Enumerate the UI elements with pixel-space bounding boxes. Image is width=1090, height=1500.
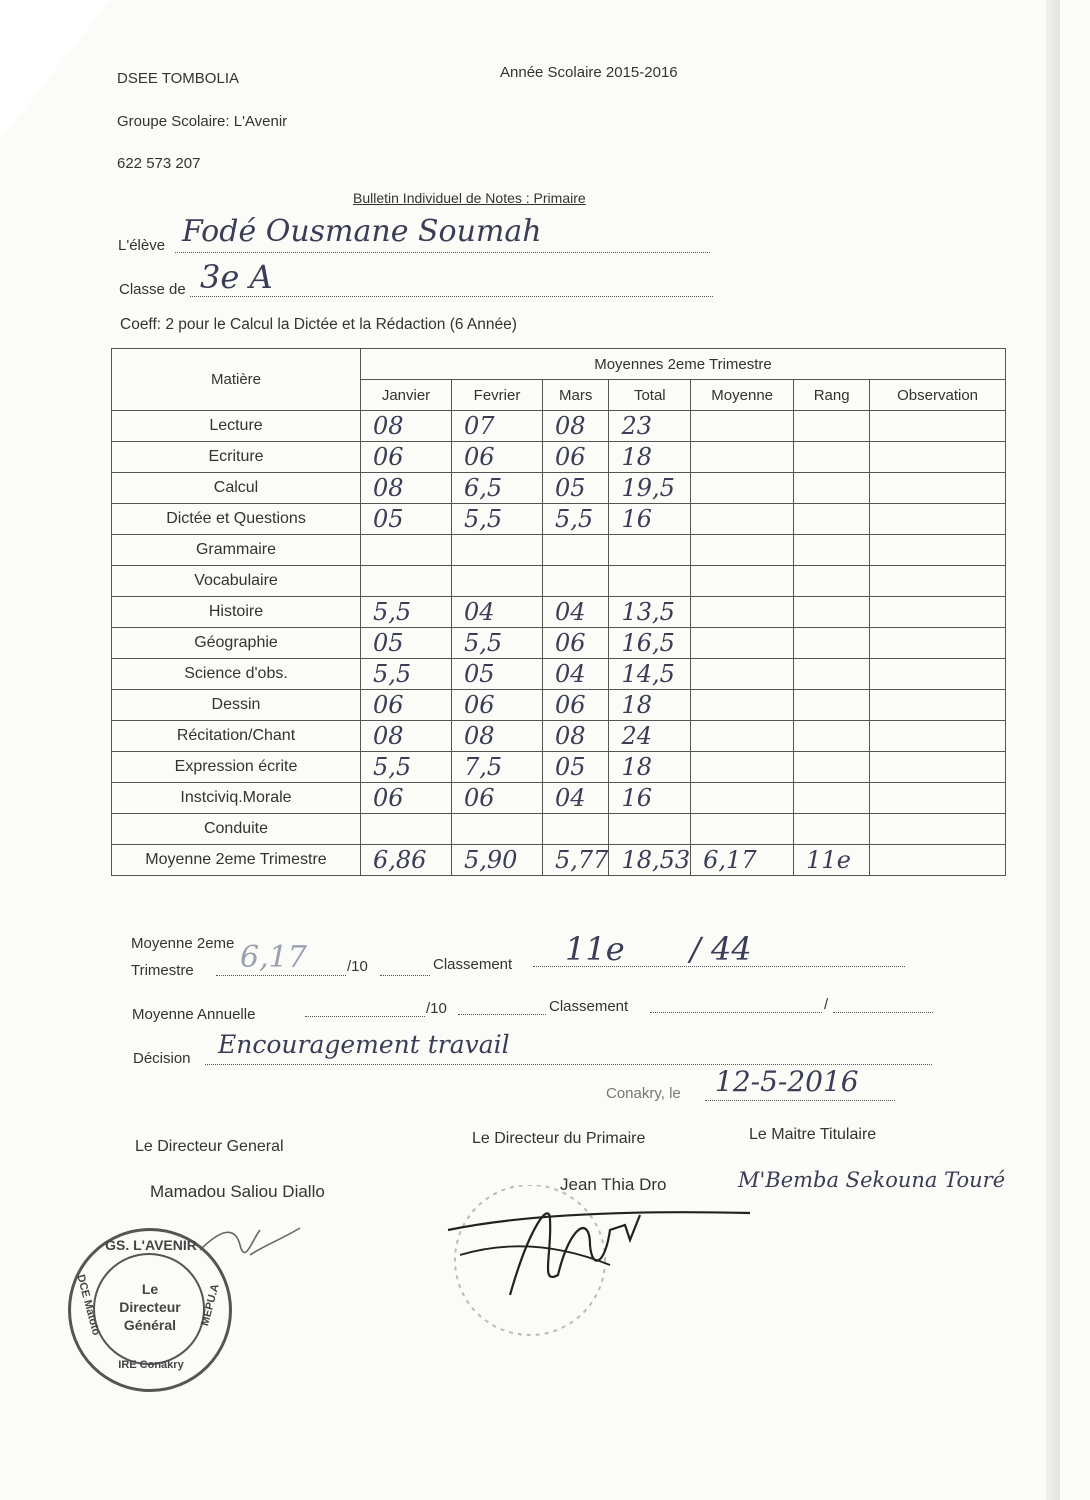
class-label: Classe de bbox=[119, 281, 186, 298]
grade-cell bbox=[691, 442, 794, 473]
grade-cell bbox=[609, 814, 691, 845]
table-row bbox=[112, 473, 1006, 504]
annual-average-label: Moyenne Annuelle bbox=[132, 1006, 256, 1023]
grade-cell bbox=[452, 566, 543, 597]
grade-cell: 05 bbox=[543, 752, 609, 783]
grade-cell bbox=[870, 535, 1006, 566]
grade-cell: 16 bbox=[609, 504, 691, 535]
grade-cell: 18,53 bbox=[609, 845, 691, 876]
grade-cell: 19,5 bbox=[609, 473, 691, 504]
grade-cell: 06 bbox=[452, 442, 543, 473]
director-primary-title: Le Directeur du Primaire bbox=[472, 1130, 646, 1147]
grade-cell: 05 bbox=[543, 473, 609, 504]
grade-cell: 5,90 bbox=[452, 845, 543, 876]
grade-cell: 04 bbox=[543, 783, 609, 814]
director-signature bbox=[440, 1185, 760, 1375]
subject-cell: Ecriture bbox=[112, 442, 361, 473]
grade-cell bbox=[691, 783, 794, 814]
grade-cell bbox=[543, 566, 609, 597]
grade-cell: 05 bbox=[361, 504, 452, 535]
grade-cell: 04 bbox=[452, 597, 543, 628]
grade-cell: 16,5 bbox=[609, 628, 691, 659]
annual-ranking-slash: / bbox=[824, 996, 829, 1013]
seal-ring-bottom: IRE Conakry bbox=[118, 1359, 184, 1371]
grade-cell bbox=[361, 535, 452, 566]
grade-cell: 08 bbox=[361, 721, 452, 752]
class-value: 3e A bbox=[200, 258, 273, 296]
average-label-line2: Trimestre bbox=[131, 962, 194, 979]
subject-cell: Expression écrite bbox=[112, 752, 361, 783]
grade-cell bbox=[870, 814, 1006, 845]
grade-cell bbox=[870, 411, 1006, 442]
grade-cell: 08 bbox=[543, 411, 609, 442]
column-header: Janvier bbox=[361, 380, 452, 411]
grade-cell: 06 bbox=[543, 442, 609, 473]
grade-cell: 16 bbox=[609, 783, 691, 814]
grade-cell: 5,5 bbox=[452, 628, 543, 659]
grade-cell bbox=[794, 473, 870, 504]
grade-cell bbox=[794, 566, 870, 597]
student-label: L'élève bbox=[118, 237, 166, 254]
annual-line-2 bbox=[458, 1014, 546, 1015]
subject-cell: Science d'obs. bbox=[112, 659, 361, 690]
grades-table bbox=[111, 348, 1006, 876]
ranking-total: / 44 bbox=[690, 930, 752, 968]
grade-cell bbox=[870, 845, 1006, 876]
grade-cell: 08 bbox=[361, 411, 452, 442]
grade-cell bbox=[794, 690, 870, 721]
grade-cell: 05 bbox=[361, 628, 452, 659]
grade-cell bbox=[870, 597, 1006, 628]
grade-cell bbox=[691, 473, 794, 504]
grade-cell: 6,17 bbox=[691, 845, 794, 876]
grade-cell bbox=[691, 597, 794, 628]
director-primary-name: Jean Thia Dro bbox=[560, 1175, 667, 1194]
grade-cell bbox=[361, 566, 452, 597]
grade-cell: 08 bbox=[361, 473, 452, 504]
grade-rows bbox=[112, 411, 1006, 876]
table-row bbox=[112, 411, 1006, 442]
column-header: Mars bbox=[543, 380, 609, 411]
average-line-2 bbox=[380, 975, 430, 976]
ranking-value: 11e bbox=[565, 930, 625, 968]
office-label: DSEE TOMBOLIA bbox=[117, 70, 239, 87]
table-row bbox=[112, 566, 1006, 597]
grade-cell bbox=[870, 473, 1006, 504]
grade-cell bbox=[691, 690, 794, 721]
grade-cell: 24 bbox=[609, 721, 691, 752]
grade-cell: 7,5 bbox=[452, 752, 543, 783]
student-name: Fodé Ousmane Soumah bbox=[182, 214, 542, 249]
grade-cell bbox=[794, 535, 870, 566]
subject-header: Matière bbox=[112, 349, 361, 411]
seal-ring-top: GS. L'AVENIR bbox=[105, 1237, 197, 1253]
grade-cell: 23 bbox=[609, 411, 691, 442]
grade-cell bbox=[794, 411, 870, 442]
grade-cell: 5,5 bbox=[361, 597, 452, 628]
average-denominator: /10 bbox=[347, 958, 368, 975]
column-header: Moyenne bbox=[691, 380, 794, 411]
grade-cell bbox=[691, 659, 794, 690]
grade-cell bbox=[870, 504, 1006, 535]
school-name: Groupe Scolaire: L'Avenir bbox=[117, 113, 288, 130]
grade-cell: 5,5 bbox=[361, 752, 452, 783]
seal-ring-left: DCE Matoto bbox=[74, 1273, 103, 1337]
column-header: Observation bbox=[870, 380, 1006, 411]
subject-cell: Lecture bbox=[112, 411, 361, 442]
grade-cell bbox=[691, 535, 794, 566]
grade-cell: 04 bbox=[543, 659, 609, 690]
director-general-title: Le Directeur General bbox=[135, 1138, 284, 1155]
grade-cell bbox=[691, 566, 794, 597]
subject-cell: Dessin bbox=[112, 690, 361, 721]
grade-cell bbox=[794, 783, 870, 814]
grade-cell bbox=[691, 628, 794, 659]
class-line bbox=[190, 296, 713, 297]
annual-ranking-label: Classement bbox=[549, 998, 629, 1015]
page-title: Bulletin Individuel de Notes : Primaire bbox=[353, 190, 586, 206]
grade-cell bbox=[691, 721, 794, 752]
grade-cell: 18 bbox=[609, 442, 691, 473]
grade-cell bbox=[794, 721, 870, 752]
grade-cell bbox=[870, 752, 1006, 783]
annual-average-line bbox=[305, 1016, 425, 1017]
table-row bbox=[112, 752, 1006, 783]
coefficient-note: Coeff: 2 pour le Calcul la Dictée et la Rédaction (6 Année) bbox=[120, 316, 517, 333]
grade-cell: 06 bbox=[452, 690, 543, 721]
grade-cell bbox=[870, 442, 1006, 473]
grade-cell bbox=[870, 566, 1006, 597]
director-general-name: Mamadou Saliou Diallo bbox=[150, 1182, 325, 1201]
column-header: Rang bbox=[794, 380, 870, 411]
teacher-title: Le Maitre Titulaire bbox=[749, 1126, 877, 1143]
grade-cell bbox=[870, 783, 1006, 814]
annual-denominator: /10 bbox=[426, 1000, 447, 1017]
grade-cell bbox=[794, 597, 870, 628]
grade-cell bbox=[870, 659, 1006, 690]
grade-cell: 5,5 bbox=[543, 504, 609, 535]
grade-cell bbox=[794, 814, 870, 845]
grade-cell: 5,5 bbox=[361, 659, 452, 690]
average-label-line1: Moyenne 2eme bbox=[131, 935, 235, 952]
table-row bbox=[112, 597, 1006, 628]
grade-cell: 5,5 bbox=[452, 504, 543, 535]
grade-cell bbox=[361, 814, 452, 845]
seal-center-3: Général bbox=[123, 1317, 177, 1333]
grade-cell: 13,5 bbox=[609, 597, 691, 628]
teacher-name: M'Bemba Sekouna Touré bbox=[738, 1168, 1006, 1192]
grade-cell: 06 bbox=[361, 783, 452, 814]
date-value: 12-5-2016 bbox=[715, 1065, 859, 1098]
page-edge bbox=[1046, 0, 1060, 1500]
trimester-header: Moyennes 2eme Trimestre bbox=[361, 349, 1006, 380]
grade-cell bbox=[794, 752, 870, 783]
seal-center-1: Le bbox=[141, 1281, 159, 1297]
grade-cell bbox=[543, 814, 609, 845]
grade-cell: 6,86 bbox=[361, 845, 452, 876]
student-line bbox=[175, 252, 710, 253]
subject-cell: Grammaire bbox=[112, 535, 361, 566]
grade-cell: 08 bbox=[452, 721, 543, 752]
table-row bbox=[112, 442, 1006, 473]
grade-cell bbox=[609, 535, 691, 566]
table-row bbox=[112, 814, 1006, 845]
column-header: Total bbox=[609, 380, 691, 411]
decision-label: Décision bbox=[133, 1050, 191, 1067]
table-row bbox=[112, 721, 1006, 752]
grade-cell bbox=[794, 659, 870, 690]
school-seal bbox=[68, 1228, 232, 1392]
ranking-label: Classement bbox=[433, 956, 513, 973]
grade-cell bbox=[543, 535, 609, 566]
school-year: Année Scolaire 2015-2016 bbox=[500, 64, 678, 81]
subject-cell: Récitation/Chant bbox=[112, 721, 361, 752]
subject-cell: Dictée et Questions bbox=[112, 504, 361, 535]
subject-cell: Conduite bbox=[112, 814, 361, 845]
grade-cell: 04 bbox=[543, 597, 609, 628]
grade-cell: 6,5 bbox=[452, 473, 543, 504]
grade-cell bbox=[691, 504, 794, 535]
grade-cell bbox=[691, 814, 794, 845]
grade-cell: 07 bbox=[452, 411, 543, 442]
grade-cell: 18 bbox=[609, 690, 691, 721]
grade-cell bbox=[870, 628, 1006, 659]
decision-value: Encouragement travail bbox=[218, 1030, 510, 1059]
column-header: Fevrier bbox=[452, 380, 543, 411]
place-label: Conakry, le bbox=[606, 1085, 681, 1102]
grade-cell: 06 bbox=[543, 628, 609, 659]
grade-cell bbox=[691, 411, 794, 442]
table-row bbox=[112, 535, 1006, 566]
phone-number: 622 573 207 bbox=[117, 155, 201, 172]
grade-cell: 06 bbox=[543, 690, 609, 721]
seal-ring-right: MEPU.A bbox=[199, 1282, 222, 1328]
annual-ranking-line bbox=[650, 1012, 822, 1013]
subject-cell: Géographie bbox=[112, 628, 361, 659]
grade-cell: 06 bbox=[361, 442, 452, 473]
grade-cell bbox=[609, 566, 691, 597]
annual-ranking-line-2 bbox=[833, 1012, 933, 1013]
grade-cell: 11e bbox=[794, 845, 870, 876]
table-row bbox=[112, 628, 1006, 659]
subject-cell: Histoire bbox=[112, 597, 361, 628]
average-value: 6,17 bbox=[240, 940, 307, 975]
subject-cell: Vocabulaire bbox=[112, 566, 361, 597]
date-line bbox=[705, 1100, 895, 1101]
table-row bbox=[112, 659, 1006, 690]
table-row bbox=[112, 690, 1006, 721]
table-row bbox=[112, 783, 1006, 814]
folded-corner bbox=[0, 0, 110, 140]
grade-cell: 5,77 bbox=[543, 845, 609, 876]
grade-cell: 14,5 bbox=[609, 659, 691, 690]
grade-cell: 08 bbox=[543, 721, 609, 752]
grade-cell bbox=[794, 628, 870, 659]
subject-cell: Instciviq.Morale bbox=[112, 783, 361, 814]
subject-cell: Moyenne 2eme Trimestre bbox=[112, 845, 361, 876]
subject-cell: Calcul bbox=[112, 473, 361, 504]
grade-cell bbox=[794, 504, 870, 535]
grade-cell bbox=[870, 690, 1006, 721]
grade-cell bbox=[452, 814, 543, 845]
seal-center-2: Directeur bbox=[119, 1299, 181, 1315]
table-row bbox=[112, 504, 1006, 535]
grade-cell: 06 bbox=[452, 783, 543, 814]
grade-cell: 18 bbox=[609, 752, 691, 783]
grade-cell bbox=[691, 752, 794, 783]
grade-cell bbox=[452, 535, 543, 566]
grade-cell: 05 bbox=[452, 659, 543, 690]
grade-cell bbox=[794, 442, 870, 473]
total-row bbox=[112, 845, 1006, 876]
average-line bbox=[216, 975, 346, 976]
grade-cell bbox=[870, 721, 1006, 752]
grade-cell: 06 bbox=[361, 690, 452, 721]
